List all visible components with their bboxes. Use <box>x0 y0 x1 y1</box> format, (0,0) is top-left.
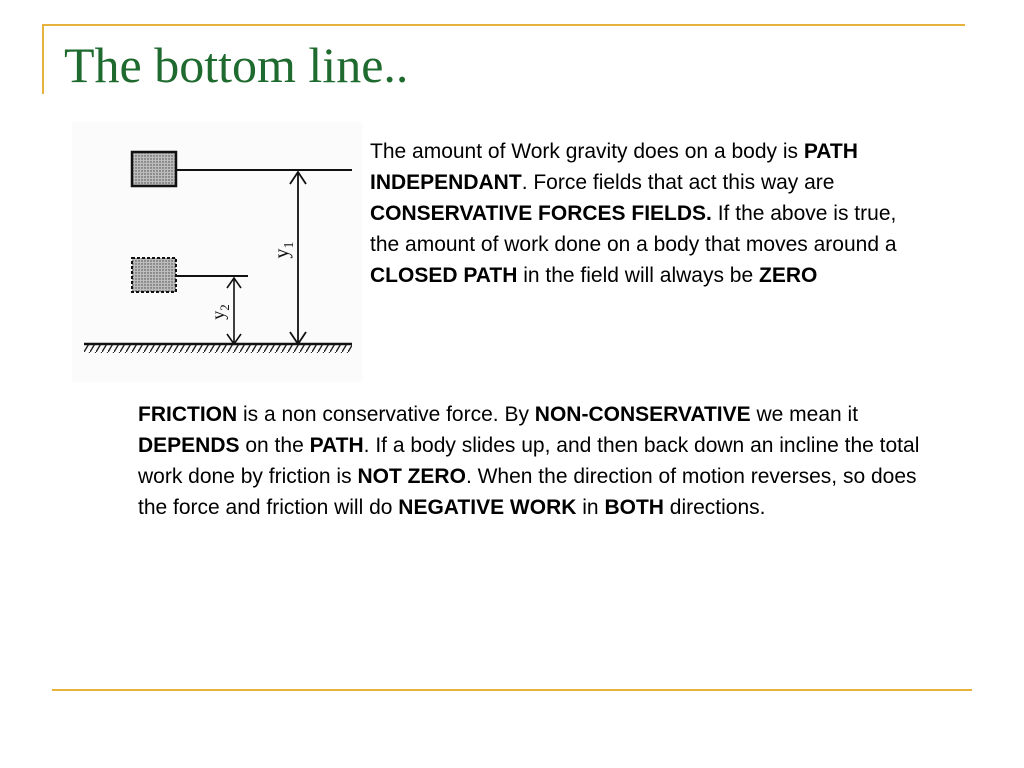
gravity-diagram <box>72 122 362 382</box>
frame-top-rule <box>42 24 965 26</box>
friction-paragraph: FRICTION is a non conservative force. By NON-CONSERVATIVE we mean it DEPENDS on the PATH. If a body slides up, and then back down an incline the total work done by friction is NOT ZERO. When the direction of motion reverses, so does the force and friction will do NEGATIVE WORK in BOTH directions. <box>138 403 920 519</box>
frame-left-rule <box>42 24 44 94</box>
label-y1: $y_1$ <box>271 241 297 259</box>
upper-block <box>132 152 176 186</box>
slide-title: The bottom line.. <box>64 37 409 93</box>
frame-bottom-rule <box>52 689 972 691</box>
label-y2: $y_2$ <box>208 304 232 320</box>
conservative-force-paragraph: The amount of Work gravity does on a body is PATH INDEPENDANT. Force fields that act this way are CONSERVATIVE FORCES FIELDS. If the above is true, the amount of work done on a body that moves around a CLOSED PATH in the field will always be ZERO <box>370 140 897 287</box>
lower-block-dashed <box>132 258 176 292</box>
